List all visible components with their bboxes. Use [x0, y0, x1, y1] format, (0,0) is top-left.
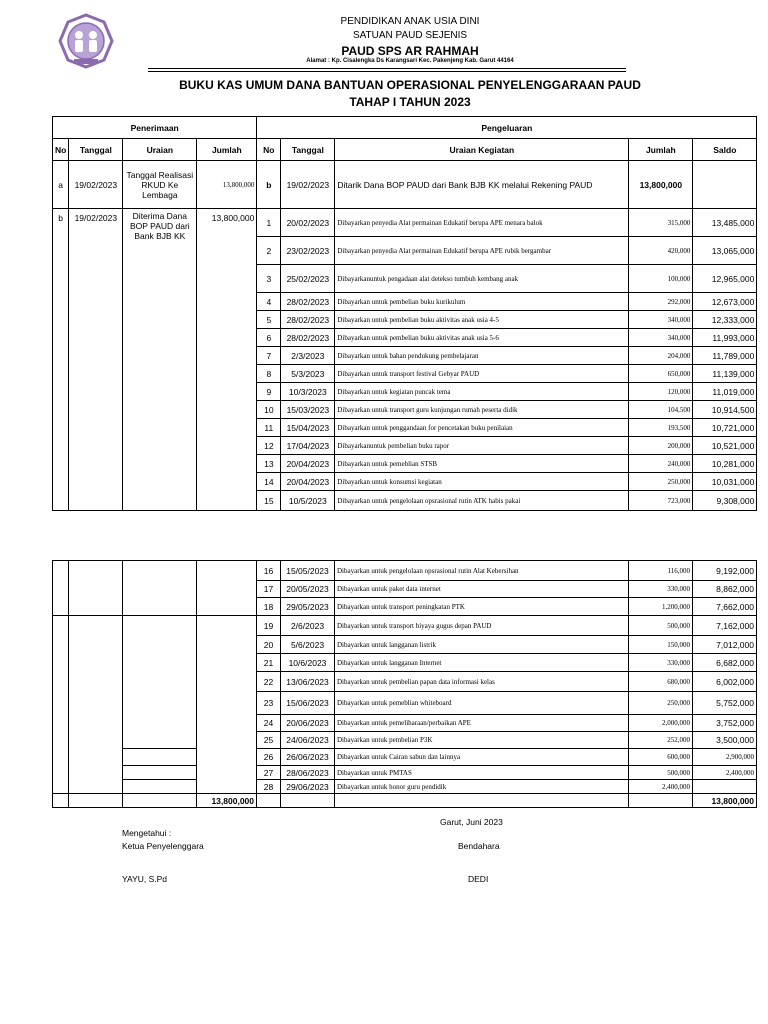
expense-jumlah: 13,800,000 [629, 161, 693, 209]
col-uraian: Uraian [123, 139, 197, 161]
expense-no: 26 [257, 749, 281, 766]
receipt-uraian [123, 715, 197, 732]
expense-jumlah: 340,000 [629, 329, 693, 347]
expense-no: 5 [257, 311, 281, 329]
expense-jumlah: 116,000 [629, 561, 693, 581]
expense-no: 21 [257, 654, 281, 672]
expense-uraian: Dibayarkan untuk Cairan sabun dan lainnya [335, 749, 629, 766]
expense-jumlah: 2,000,000 [629, 715, 693, 732]
expense-uraian: Dibayarkan untuk pembelian buku kurikulum [335, 293, 629, 311]
receipt-tanggal [69, 672, 123, 692]
section-pengeluaran: Pengeluaran [257, 117, 757, 139]
expense-jumlah: 150,000 [629, 636, 693, 654]
receipt-uraian: Diterima Dana BOP PAUD dari Bank BJB KK [123, 209, 197, 511]
expense-uraian: Dibayarkan untuk transport biyaya gugus depan PAUD [335, 616, 629, 636]
expense-uraian: Dibayarkanuntuk pembelian buku rapor [335, 437, 629, 455]
receipt-tanggal [69, 654, 123, 672]
expense-no: 11 [257, 419, 281, 437]
receipt-no [53, 616, 69, 636]
expense-no: 4 [257, 293, 281, 311]
expense-tanggal: 20/05/2023 [281, 581, 335, 598]
expense-uraian: Dibayarkan untuk pembelian buku aktivitas anak usia 5-6 [335, 329, 629, 347]
expense-uraian: Dibayarkan untuk pemeliharaan/perbaikan APE [335, 715, 629, 732]
expense-tanggal: 2/3/2023 [281, 347, 335, 365]
document-subtitle: TAHAP I TAHUN 2023 [349, 95, 471, 109]
expense-tanggal: 10/3/2023 [281, 383, 335, 401]
expense-tanggal: 28/02/2023 [281, 329, 335, 347]
expense-saldo: 12,673,000 [693, 293, 757, 311]
receipt-jumlah: 13,800,000 [197, 161, 257, 209]
expense-no: 18 [257, 598, 281, 616]
receipt-uraian [123, 581, 197, 598]
receipt-no [53, 780, 69, 794]
expense-no: 23 [257, 692, 281, 715]
receipt-no [53, 715, 69, 732]
expense-no: 12 [257, 437, 281, 455]
expense-saldo: 10,281,000 [693, 455, 757, 473]
receipt-no [53, 581, 69, 598]
expense-uraian: Dibayarkan untuk transport peningkatan PTK [335, 598, 629, 616]
expense-jumlah: 292,000 [629, 293, 693, 311]
total-saldo: 13,800,000 [693, 794, 757, 808]
table-row [53, 749, 757, 766]
table-row [53, 161, 757, 209]
expense-tanggal: 29/05/2023 [281, 598, 335, 616]
receipt-tanggal [69, 598, 123, 616]
header-divider [148, 68, 626, 69]
expense-tanggal: 2/6/2023 [281, 616, 335, 636]
expense-no: 2 [257, 237, 281, 265]
receipt-uraian [123, 636, 197, 654]
expense-uraian: Dibayarkan untuk konsumsi kegiatan [335, 473, 629, 491]
expense-tanggal: 15/06/2023 [281, 692, 335, 715]
expense-jumlah: 340,000 [629, 311, 693, 329]
receipt-no [53, 598, 69, 616]
expense-jumlah: 315,000 [629, 209, 693, 237]
header-line2: SATUAN PAUD SEJENIS [352, 30, 468, 41]
receipt-tanggal [69, 749, 123, 766]
expense-saldo: 2,900,000 [693, 749, 757, 766]
expense-saldo [693, 161, 757, 209]
receipt-no: b [53, 209, 69, 511]
receipt-tanggal [69, 561, 123, 581]
expense-uraian: Dibayarkan untuk pembelian papan data informasi kelas [335, 672, 629, 692]
school-name: PAUD SPS AR RAHMAH [341, 44, 479, 58]
expense-jumlah: 500,000 [629, 616, 693, 636]
receipt-uraian [123, 654, 197, 672]
receipt-no [53, 766, 69, 780]
expense-uraian: Dibayarkan untuk pemeblian whiteboard [335, 692, 629, 715]
expense-uraian: Dibayarkan untuk penggandaan for pencetakan buku penilaian [335, 419, 629, 437]
expense-saldo: 7,012,000 [693, 636, 757, 654]
total-row [53, 794, 757, 808]
expense-tanggal: 15/03/2023 [281, 401, 335, 419]
document-title: BUKU KAS UMUM DANA BANTUAN OPERASIONAL PENYELENGGARAAN PAUD [179, 78, 641, 92]
expense-tanggal: 17/04/2023 [281, 437, 335, 455]
receipt-jumlah [197, 692, 257, 715]
bendahara-name: DEDI [468, 874, 489, 884]
expense-tanggal: 20/02/2023 [281, 209, 335, 237]
receipt-no [53, 692, 69, 715]
receipt-no [53, 672, 69, 692]
receipt-uraian [123, 598, 197, 616]
table-row [53, 616, 757, 636]
receipt-tanggal [69, 732, 123, 749]
expense-jumlah: 500,000 [629, 766, 693, 780]
expense-uraian: Dibayarkan untuk pengelolaan opsrasional rutin Alat Kebersihan [335, 561, 629, 581]
col-uraian-kegiatan: Uraian Kegiatan [335, 139, 629, 161]
table-row [53, 715, 757, 732]
expense-jumlah: 204,000 [629, 347, 693, 365]
receipt-uraian [123, 732, 197, 749]
expense-uraian: Dibayarkan penyedia Alat permainan Edukatif berupa APE rubik bergambar [335, 237, 629, 265]
receipt-jumlah [197, 636, 257, 654]
expense-uraian: Dibayarkan untuk pemeblian STSB [335, 455, 629, 473]
expense-uraian: Dibayarkan untuk bahan pendukung pembelajaran [335, 347, 629, 365]
expense-jumlah: 250,000 [629, 473, 693, 491]
expense-jumlah: 250,000 [629, 692, 693, 715]
total-blank [69, 794, 123, 808]
col-no: No [53, 139, 69, 161]
receipt-jumlah: 13,800,000 [197, 209, 257, 511]
expense-jumlah: 2,400,000 [629, 780, 693, 794]
expense-no: 6 [257, 329, 281, 347]
table-row [53, 672, 757, 692]
receipt-jumlah [197, 780, 257, 794]
expense-jumlah: 240,000 [629, 455, 693, 473]
column-header-row [53, 139, 757, 161]
expense-tanggal: 19/02/2023 [281, 161, 335, 209]
expense-tanggal: 28/06/2023 [281, 766, 335, 780]
expense-uraian: Dibayarkan penyedia Alat permainan Edukatif berupa APE menara balok [335, 209, 629, 237]
expense-tanggal: 29/06/2023 [281, 780, 335, 794]
expense-tanggal: 26/06/2023 [281, 749, 335, 766]
table-row [53, 766, 757, 780]
expense-no: 9 [257, 383, 281, 401]
expense-jumlah: 120,000 [629, 383, 693, 401]
receipt-tanggal [69, 715, 123, 732]
expense-tanggal: 20/06/2023 [281, 715, 335, 732]
expense-uraian: Dibayarkan untuk langganan listrik [335, 636, 629, 654]
total-blank [335, 794, 629, 808]
expense-saldo: 11,019,000 [693, 383, 757, 401]
expense-no: 25 [257, 732, 281, 749]
expense-uraian: Dibayarkan untuk pengelolaan opsrasional rutin ATK habis pakai [335, 491, 629, 511]
expense-no: 15 [257, 491, 281, 511]
receipt-tanggal [69, 636, 123, 654]
expense-no: 7 [257, 347, 281, 365]
receipt-uraian [123, 780, 197, 794]
expense-tanggal: 24/06/2023 [281, 732, 335, 749]
expense-saldo: 3,752,000 [693, 715, 757, 732]
expense-saldo: 6,002,000 [693, 672, 757, 692]
receipt-tanggal [69, 780, 123, 794]
expense-jumlah: 680,000 [629, 672, 693, 692]
receipt-jumlah [197, 581, 257, 598]
table-row [53, 209, 757, 237]
expense-tanggal: 28/02/2023 [281, 311, 335, 329]
expense-no: b [257, 161, 281, 209]
header-line1: PENDIDIKAN ANAK USIA DINI [340, 16, 480, 27]
expense-saldo: 3,500,000 [693, 732, 757, 749]
ketua-name: YAYU, S.Pd [122, 874, 168, 884]
expense-saldo: 9,192,000 [693, 561, 757, 581]
expense-jumlah: 330,000 [629, 581, 693, 598]
expense-no: 19 [257, 616, 281, 636]
receipt-no: a [53, 161, 69, 209]
section-penerimaan: Penerimaan [53, 117, 257, 139]
receipt-jumlah [197, 598, 257, 616]
header-divider-2 [148, 71, 626, 72]
expense-uraian: Dibayarkan untuk pembelian P3K [335, 732, 629, 749]
expense-tanggal: 20/04/2023 [281, 473, 335, 491]
expense-jumlah: 330,000 [629, 654, 693, 672]
expense-tanggal: 5/6/2023 [281, 636, 335, 654]
expense-no: 14 [257, 473, 281, 491]
expense-uraian: Dibayarkan untuk kegiatan puncak tema [335, 383, 629, 401]
expense-saldo: 7,662,000 [693, 598, 757, 616]
col-saldo: Saldo [693, 139, 757, 161]
receipt-tanggal [69, 692, 123, 715]
ketua-title: Ketua Penyelenggara [122, 841, 204, 851]
total-blank [123, 794, 197, 808]
expense-tanggal: 10/6/2023 [281, 654, 335, 672]
receipt-tanggal [69, 766, 123, 780]
expense-no: 27 [257, 766, 281, 780]
expense-uraian: Ditarik Dana BOP PAUD dari Bank BJB KK melalui Rekening PAUD [335, 161, 629, 209]
total-blank [629, 794, 693, 808]
expense-tanggal: 28/02/2023 [281, 293, 335, 311]
expense-no: 16 [257, 561, 281, 581]
col-tanggal: Tanggal [69, 139, 123, 161]
receipt-uraian [123, 672, 197, 692]
total-blank [53, 794, 69, 808]
receipt-jumlah [197, 672, 257, 692]
col-tanggal2: Tanggal [281, 139, 335, 161]
total-blank [281, 794, 335, 808]
expense-jumlah: 100,000 [629, 265, 693, 293]
expense-saldo: 10,521,000 [693, 437, 757, 455]
receipt-jumlah [197, 561, 257, 581]
expense-no: 13 [257, 455, 281, 473]
expense-jumlah: 193,500 [629, 419, 693, 437]
expense-saldo: 2,400,000 [693, 766, 757, 780]
expense-uraian: Dibayarkan untuk honor guru pendidik [335, 780, 629, 794]
total-blank [257, 794, 281, 808]
expense-jumlah: 200,000 [629, 437, 693, 455]
expense-uraian: Dibayarkanuntuk pengadaan alat detekso tumbuh kembang anak [335, 265, 629, 293]
receipt-jumlah [197, 654, 257, 672]
expense-saldo [693, 780, 757, 794]
expense-tanggal: 15/05/2023 [281, 561, 335, 581]
expense-saldo: 10,914,500 [693, 401, 757, 419]
receipt-tanggal [69, 581, 123, 598]
col-no2: No [257, 139, 281, 161]
receipt-jumlah [197, 715, 257, 732]
ledger-table-page2 [52, 560, 757, 808]
receipt-uraian [123, 692, 197, 715]
expense-saldo: 11,993,000 [693, 329, 757, 347]
total-penerimaan: 13,800,000 [197, 794, 257, 808]
expense-no: 10 [257, 401, 281, 419]
expense-jumlah: 104,500 [629, 401, 693, 419]
expense-jumlah: 252,000 [629, 732, 693, 749]
receipt-tanggal: 19/02/2023 [69, 209, 123, 511]
expense-no: 22 [257, 672, 281, 692]
receipt-uraian: Tanggal Realisasi RKUD Ke Lembaga [123, 161, 197, 209]
expense-tanggal: 5/3/2023 [281, 365, 335, 383]
expense-saldo: 5,752,000 [693, 692, 757, 715]
expense-uraian: Dibayarkan untuk transport festival Gebyar PAUD [335, 365, 629, 383]
expense-no: 8 [257, 365, 281, 383]
receipt-tanggal [69, 616, 123, 636]
ledger-table-page1 [52, 116, 757, 511]
expense-saldo: 6,682,000 [693, 654, 757, 672]
expense-uraian: Dibayarkan untuk PMTAS [335, 766, 629, 780]
expense-uraian: Dibayarkan untuk langganan Internet [335, 654, 629, 672]
table-row [53, 654, 757, 672]
receipt-no [53, 561, 69, 581]
expense-saldo: 11,139,000 [693, 365, 757, 383]
table-row [53, 732, 757, 749]
expense-tanggal: 13/06/2023 [281, 672, 335, 692]
expense-tanggal: 10/5/2023 [281, 491, 335, 511]
expense-no: 28 [257, 780, 281, 794]
receipt-no [53, 732, 69, 749]
receipt-no [53, 749, 69, 766]
expense-tanggal: 15/04/2023 [281, 419, 335, 437]
expense-saldo: 10,031,000 [693, 473, 757, 491]
expense-no: 3 [257, 265, 281, 293]
school-emblem-icon [58, 13, 114, 69]
receipt-uraian [123, 616, 197, 636]
receipt-jumlah [197, 766, 257, 780]
expense-no: 1 [257, 209, 281, 237]
receipt-uraian [123, 561, 197, 581]
expense-no: 24 [257, 715, 281, 732]
expense-jumlah: 723,000 [629, 491, 693, 511]
expense-tanggal: 25/02/2023 [281, 265, 335, 293]
receipt-jumlah [197, 732, 257, 749]
receipt-no [53, 636, 69, 654]
expense-jumlah: 420,000 [629, 237, 693, 265]
table-row [53, 561, 757, 581]
expense-saldo: 9,308,000 [693, 491, 757, 511]
receipt-no [53, 654, 69, 672]
expense-jumlah: 650,000 [629, 365, 693, 383]
bendahara-title: Bendahara [458, 841, 500, 851]
expense-tanggal: 20/04/2023 [281, 455, 335, 473]
expense-saldo: 13,485,000 [693, 209, 757, 237]
place-date: Garut, Juni 2023 [440, 817, 503, 827]
expense-uraian: Dibayarkan untuk transport guru kunjungan rumah peserta didik [335, 401, 629, 419]
table-row [53, 598, 757, 616]
receipt-uraian [123, 749, 197, 766]
expense-jumlah: 600,000 [629, 749, 693, 766]
table-row [53, 581, 757, 598]
expense-saldo: 10,721,000 [693, 419, 757, 437]
col-jumlah2: Jumlah [629, 139, 693, 161]
col-jumlah: Jumlah [197, 139, 257, 161]
receipt-jumlah [197, 749, 257, 766]
expense-no: 20 [257, 636, 281, 654]
expense-jumlah: 1,200,000 [629, 598, 693, 616]
receipt-tanggal: 19/02/2023 [69, 161, 123, 209]
expense-tanggal: 23/02/2023 [281, 237, 335, 265]
school-address: Alamat : Kp. Cisalengka Ds Karangsari Kec. Pakenjeng Kab. Garut 44164 [306, 58, 514, 64]
table-row [53, 780, 757, 794]
expense-saldo: 7,162,000 [693, 616, 757, 636]
expense-saldo: 12,333,000 [693, 311, 757, 329]
expense-saldo: 13,065,000 [693, 237, 757, 265]
receipt-uraian [123, 766, 197, 780]
expense-saldo: 11,789,000 [693, 347, 757, 365]
expense-uraian: Dibayarkan untuk pembelian buku aktivitas anak usia 4-5 [335, 311, 629, 329]
expense-saldo: 8,862,000 [693, 581, 757, 598]
table-row [53, 692, 757, 715]
table-row [53, 636, 757, 654]
receipt-jumlah [197, 616, 257, 636]
expense-no: 17 [257, 581, 281, 598]
expense-saldo: 12,965,000 [693, 265, 757, 293]
expense-uraian: Dibayarkan untuk paket data internet [335, 581, 629, 598]
mengetahui-label: Mengetahui : [122, 828, 172, 838]
